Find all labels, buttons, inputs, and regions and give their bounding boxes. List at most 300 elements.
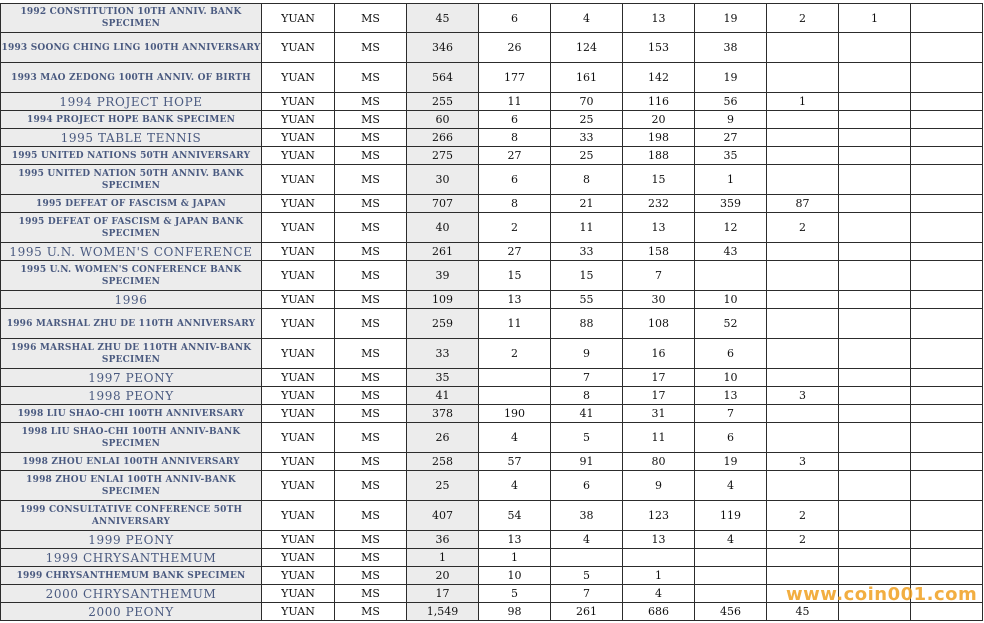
count-cell: 25 (407, 471, 479, 501)
note-name-cell: 1995 DEFEAT OF FASCISM & JAPAN BANK SPECIMEN (1, 213, 262, 243)
count-cell: 13 (479, 531, 551, 549)
count-cell: 8 (551, 387, 623, 405)
count-cell (839, 567, 911, 585)
count-cell: 3 (767, 453, 839, 471)
count-cell (911, 603, 983, 621)
count-cell: 261 (407, 243, 479, 261)
count-cell (839, 405, 911, 423)
note-name-cell: 1998 LIU SHAO-CHI 100TH ANNIV-BANK SPECIMEN (1, 423, 262, 453)
table-row (1, 63, 983, 93)
count-cell: 1,549 (407, 603, 479, 621)
count-cell: 686 (623, 603, 695, 621)
count-cell: 60 (407, 111, 479, 129)
count-cell: 116 (623, 93, 695, 111)
count-cell: 407 (407, 501, 479, 531)
table-row (1, 261, 983, 291)
table-row (1, 195, 983, 213)
data-table (0, 3, 983, 621)
grade-cell: MS (335, 339, 407, 369)
count-cell (911, 531, 983, 549)
count-cell: 266 (407, 129, 479, 147)
currency-cell: YUAN (262, 33, 335, 63)
count-cell: 35 (407, 369, 479, 387)
count-cell (551, 549, 623, 567)
count-cell: 15 (551, 261, 623, 291)
count-cell: 16 (623, 339, 695, 369)
count-cell (623, 549, 695, 567)
count-cell: 8 (551, 165, 623, 195)
table-row (1, 111, 983, 129)
currency-cell: YUAN (262, 531, 335, 549)
count-cell: 57 (479, 453, 551, 471)
count-cell: 91 (551, 453, 623, 471)
table-row (1, 405, 983, 423)
count-cell (767, 63, 839, 93)
table-body (1, 4, 983, 621)
currency-cell: YUAN (262, 423, 335, 453)
count-cell: 98 (479, 603, 551, 621)
grade-cell: MS (335, 63, 407, 93)
note-name-cell: 1995 UNITED NATIONS 50TH ANNIVERSARY (1, 147, 262, 165)
count-cell: 275 (407, 147, 479, 165)
count-cell: 4 (695, 531, 767, 549)
currency-cell: YUAN (262, 387, 335, 405)
note-name-cell: 1999 CONSULTATIVE CONFERENCE 50TH ANNIVERSARY (1, 501, 262, 531)
count-cell (911, 501, 983, 531)
count-cell: 13 (623, 531, 695, 549)
table-row (1, 501, 983, 531)
count-cell (839, 309, 911, 339)
count-cell: 35 (695, 147, 767, 165)
count-cell: 4 (479, 423, 551, 453)
count-cell: 7 (551, 369, 623, 387)
count-cell: 38 (551, 501, 623, 531)
grade-cell: MS (335, 549, 407, 567)
note-name-cell: 2000 CHRYSANTHEMUM (1, 585, 262, 603)
count-cell: 359 (695, 195, 767, 213)
count-cell (911, 309, 983, 339)
count-cell (695, 567, 767, 585)
count-cell: 6 (551, 471, 623, 501)
count-cell (695, 549, 767, 567)
note-name-cell: 1998 ZHOU ENLAI 100TH ANNIV-BANK SPECIMEN (1, 471, 262, 501)
table-row (1, 369, 983, 387)
table-row (1, 147, 983, 165)
currency-cell: YUAN (262, 261, 335, 291)
note-name-cell: 1994 PROJECT HOPE BANK SPECIMEN (1, 111, 262, 129)
count-cell: 17 (623, 387, 695, 405)
count-cell: 158 (623, 243, 695, 261)
note-name-cell: 1992 CONSTITUTION 10TH ANNIV. BANK SPECIMEN (1, 4, 262, 33)
count-cell: 9 (623, 471, 695, 501)
note-name-cell: 1993 MAO ZEDONG 100TH ANNIV. OF BIRTH (1, 63, 262, 93)
table-row (1, 387, 983, 405)
count-cell (767, 291, 839, 309)
count-cell: 70 (551, 93, 623, 111)
count-cell: 3 (767, 387, 839, 405)
count-cell (911, 243, 983, 261)
note-name-cell: 1995 TABLE TENNIS (1, 129, 262, 147)
count-cell: 2 (767, 501, 839, 531)
note-name-cell: 1996 (1, 291, 262, 309)
currency-cell: YUAN (262, 309, 335, 339)
table-row (1, 567, 983, 585)
count-cell (839, 531, 911, 549)
count-cell: 31 (623, 405, 695, 423)
count-cell: 142 (623, 63, 695, 93)
count-cell (767, 111, 839, 129)
grade-cell: MS (335, 405, 407, 423)
count-cell: 7 (623, 261, 695, 291)
grade-cell: MS (335, 471, 407, 501)
count-cell (839, 339, 911, 369)
currency-cell: YUAN (262, 195, 335, 213)
count-cell (767, 243, 839, 261)
grade-cell: MS (335, 129, 407, 147)
note-name-cell: 1999 PEONY (1, 531, 262, 549)
count-cell (911, 549, 983, 567)
count-cell: 19 (695, 63, 767, 93)
note-name-cell: 1999 CHRYSANTHEMUM (1, 549, 262, 567)
currency-cell: YUAN (262, 93, 335, 111)
count-cell: 2 (479, 213, 551, 243)
count-cell: 6 (479, 165, 551, 195)
count-cell (839, 549, 911, 567)
count-cell (839, 291, 911, 309)
note-name-cell: 1995 U.N. WOMEN'S CONFERENCE (1, 243, 262, 261)
count-cell: 36 (407, 531, 479, 549)
grade-cell: MS (335, 111, 407, 129)
table-row (1, 291, 983, 309)
note-name-cell: 2000 PEONY (1, 603, 262, 621)
currency-cell: YUAN (262, 129, 335, 147)
count-cell (767, 309, 839, 339)
currency-cell: YUAN (262, 405, 335, 423)
count-cell: 119 (695, 501, 767, 531)
count-cell: 123 (623, 501, 695, 531)
count-cell: 19 (695, 4, 767, 33)
grade-cell: MS (335, 453, 407, 471)
count-cell (839, 147, 911, 165)
count-cell: 87 (767, 195, 839, 213)
count-cell (839, 195, 911, 213)
currency-cell: YUAN (262, 213, 335, 243)
count-cell (839, 423, 911, 453)
count-cell (911, 405, 983, 423)
count-cell: 10 (695, 369, 767, 387)
table-row (1, 243, 983, 261)
count-cell: 26 (407, 423, 479, 453)
currency-cell: YUAN (262, 63, 335, 93)
count-cell: 13 (623, 4, 695, 33)
count-cell: 27 (479, 147, 551, 165)
count-cell: 27 (479, 243, 551, 261)
count-cell: 43 (695, 243, 767, 261)
count-cell: 255 (407, 93, 479, 111)
count-cell (911, 261, 983, 291)
count-cell: 88 (551, 309, 623, 339)
currency-cell: YUAN (262, 111, 335, 129)
grade-cell: MS (335, 165, 407, 195)
count-cell: 2 (479, 339, 551, 369)
count-cell (911, 387, 983, 405)
currency-cell: YUAN (262, 471, 335, 501)
count-cell: 33 (407, 339, 479, 369)
count-cell: 5 (551, 423, 623, 453)
grade-cell: MS (335, 243, 407, 261)
count-cell: 188 (623, 147, 695, 165)
count-cell: 45 (407, 4, 479, 33)
currency-cell: YUAN (262, 4, 335, 33)
count-cell (911, 195, 983, 213)
count-cell (479, 387, 551, 405)
count-cell (839, 501, 911, 531)
count-cell: 198 (623, 129, 695, 147)
count-cell: 21 (551, 195, 623, 213)
count-cell: 109 (407, 291, 479, 309)
grade-cell: MS (335, 291, 407, 309)
count-cell: 40 (407, 213, 479, 243)
count-cell: 33 (551, 129, 623, 147)
grade-cell: MS (335, 585, 407, 603)
watermark: www.coin001.com (786, 584, 978, 605)
count-cell (911, 213, 983, 243)
count-cell: 4 (695, 471, 767, 501)
currency-cell: YUAN (262, 339, 335, 369)
count-cell: 26 (479, 33, 551, 63)
count-cell: 6 (479, 111, 551, 129)
count-cell: 19 (695, 453, 767, 471)
count-cell: 17 (623, 369, 695, 387)
count-cell: 108 (623, 309, 695, 339)
grade-cell: MS (335, 423, 407, 453)
count-cell (767, 261, 839, 291)
count-cell (911, 423, 983, 453)
count-cell: 1 (623, 567, 695, 585)
grade-cell: MS (335, 261, 407, 291)
count-cell: 177 (479, 63, 551, 93)
count-cell: 25 (551, 147, 623, 165)
count-cell: 1 (767, 93, 839, 111)
count-cell: 38 (695, 33, 767, 63)
count-cell (911, 339, 983, 369)
count-cell (911, 453, 983, 471)
count-cell: 4 (551, 531, 623, 549)
count-cell (911, 63, 983, 93)
note-name-cell: 1996 MARSHAL ZHU DE 110TH ANNIV-BANK SPECIMEN (1, 339, 262, 369)
table-row (1, 93, 983, 111)
count-cell (839, 471, 911, 501)
count-cell (839, 33, 911, 63)
count-cell: 30 (623, 291, 695, 309)
count-cell: 346 (407, 33, 479, 63)
count-cell: 30 (407, 165, 479, 195)
count-cell: 11 (623, 423, 695, 453)
count-cell: 232 (623, 195, 695, 213)
count-cell: 1 (695, 165, 767, 195)
count-cell: 9 (695, 111, 767, 129)
grade-cell: MS (335, 501, 407, 531)
count-cell (911, 165, 983, 195)
count-cell (767, 567, 839, 585)
currency-cell: YUAN (262, 567, 335, 585)
currency-cell: YUAN (262, 453, 335, 471)
count-cell (767, 405, 839, 423)
count-cell: 1 (407, 549, 479, 567)
count-cell (911, 93, 983, 111)
count-cell (767, 129, 839, 147)
count-cell (911, 33, 983, 63)
count-cell: 10 (695, 291, 767, 309)
count-cell: 6 (695, 339, 767, 369)
grade-cell: MS (335, 195, 407, 213)
count-cell: 4 (551, 4, 623, 33)
count-cell: 56 (695, 93, 767, 111)
count-cell: 54 (479, 501, 551, 531)
count-cell: 2 (767, 213, 839, 243)
count-cell: 12 (695, 213, 767, 243)
table-row (1, 309, 983, 339)
count-cell: 25 (551, 111, 623, 129)
table-row (1, 423, 983, 453)
count-cell (839, 93, 911, 111)
count-cell: 4 (623, 585, 695, 603)
grade-cell: MS (335, 33, 407, 63)
count-cell: 258 (407, 453, 479, 471)
count-cell: 80 (623, 453, 695, 471)
table-row (1, 549, 983, 567)
count-cell: 7 (551, 585, 623, 603)
count-cell: 190 (479, 405, 551, 423)
count-cell (839, 111, 911, 129)
count-cell: 456 (695, 603, 767, 621)
count-cell: 5 (551, 567, 623, 585)
count-cell (839, 603, 911, 621)
count-cell: 259 (407, 309, 479, 339)
grade-cell: MS (335, 387, 407, 405)
count-cell (767, 33, 839, 63)
currency-cell: YUAN (262, 501, 335, 531)
grade-cell: MS (335, 147, 407, 165)
table-row (1, 339, 983, 369)
count-cell: 45 (767, 603, 839, 621)
count-cell (911, 369, 983, 387)
count-cell: 378 (407, 405, 479, 423)
count-cell: 6 (695, 423, 767, 453)
count-cell (911, 567, 983, 585)
count-cell: 33 (551, 243, 623, 261)
grade-cell: MS (335, 531, 407, 549)
count-cell (911, 147, 983, 165)
count-cell: 27 (695, 129, 767, 147)
count-cell: 10 (479, 567, 551, 585)
currency-cell: YUAN (262, 369, 335, 387)
note-name-cell: 1998 ZHOU ENLAI 100TH ANNIVERSARY (1, 453, 262, 471)
count-cell: 8 (479, 195, 551, 213)
count-cell (911, 111, 983, 129)
count-cell (767, 147, 839, 165)
count-cell (839, 213, 911, 243)
count-cell: 1 (479, 549, 551, 567)
table-row (1, 603, 983, 621)
count-cell (839, 129, 911, 147)
grade-cell: MS (335, 4, 407, 33)
count-cell (911, 471, 983, 501)
count-cell: 4 (479, 471, 551, 501)
note-name-cell: 1994 PROJECT HOPE (1, 93, 262, 111)
table-row (1, 531, 983, 549)
count-cell: 261 (551, 603, 623, 621)
note-name-cell: 1995 UNITED NATION 50TH ANNIV. BANK SPECIMEN (1, 165, 262, 195)
grade-cell: MS (335, 567, 407, 585)
count-cell: 11 (551, 213, 623, 243)
table-row (1, 471, 983, 501)
count-cell (839, 243, 911, 261)
grade-cell: MS (335, 213, 407, 243)
currency-cell: YUAN (262, 585, 335, 603)
count-cell (767, 165, 839, 195)
count-cell: 20 (623, 111, 695, 129)
count-cell: 13 (479, 291, 551, 309)
count-cell: 15 (479, 261, 551, 291)
count-cell (911, 291, 983, 309)
note-name-cell: 1995 U.N. WOMEN'S CONFERENCE BANK SPECIMEN (1, 261, 262, 291)
count-cell (839, 261, 911, 291)
count-cell: 564 (407, 63, 479, 93)
count-cell: 52 (695, 309, 767, 339)
count-cell (767, 549, 839, 567)
count-cell: 39 (407, 261, 479, 291)
count-cell: 161 (551, 63, 623, 93)
note-name-cell: 1998 LIU SHAO-CHI 100TH ANNIVERSARY (1, 405, 262, 423)
count-cell: 124 (551, 33, 623, 63)
grade-cell: MS (335, 93, 407, 111)
count-cell: 2 (767, 4, 839, 33)
count-cell: 11 (479, 93, 551, 111)
grade-cell: MS (335, 369, 407, 387)
count-cell (839, 63, 911, 93)
table-row (1, 4, 983, 33)
note-name-cell: 1997 PEONY (1, 369, 262, 387)
count-cell: 15 (623, 165, 695, 195)
count-cell (767, 423, 839, 453)
grade-cell: MS (335, 309, 407, 339)
currency-cell: YUAN (262, 603, 335, 621)
currency-cell: YUAN (262, 165, 335, 195)
count-cell (767, 471, 839, 501)
count-cell (839, 369, 911, 387)
count-cell (839, 453, 911, 471)
currency-cell: YUAN (262, 147, 335, 165)
count-cell (695, 261, 767, 291)
count-cell: 8 (479, 129, 551, 147)
count-cell: 707 (407, 195, 479, 213)
count-cell (839, 387, 911, 405)
count-cell (839, 165, 911, 195)
count-cell: 17 (407, 585, 479, 603)
currency-cell: YUAN (262, 291, 335, 309)
table-row (1, 165, 983, 195)
count-cell: 41 (551, 405, 623, 423)
table-row (1, 453, 983, 471)
count-cell (911, 4, 983, 33)
count-cell: 20 (407, 567, 479, 585)
note-name-cell: 1996 MARSHAL ZHU DE 110TH ANNIVERSARY (1, 309, 262, 339)
currency-cell: YUAN (262, 549, 335, 567)
count-cell: 1 (839, 4, 911, 33)
count-cell: 13 (695, 387, 767, 405)
note-name-cell: 1993 SOONG CHING LING 100TH ANNIVERSARY (1, 33, 262, 63)
